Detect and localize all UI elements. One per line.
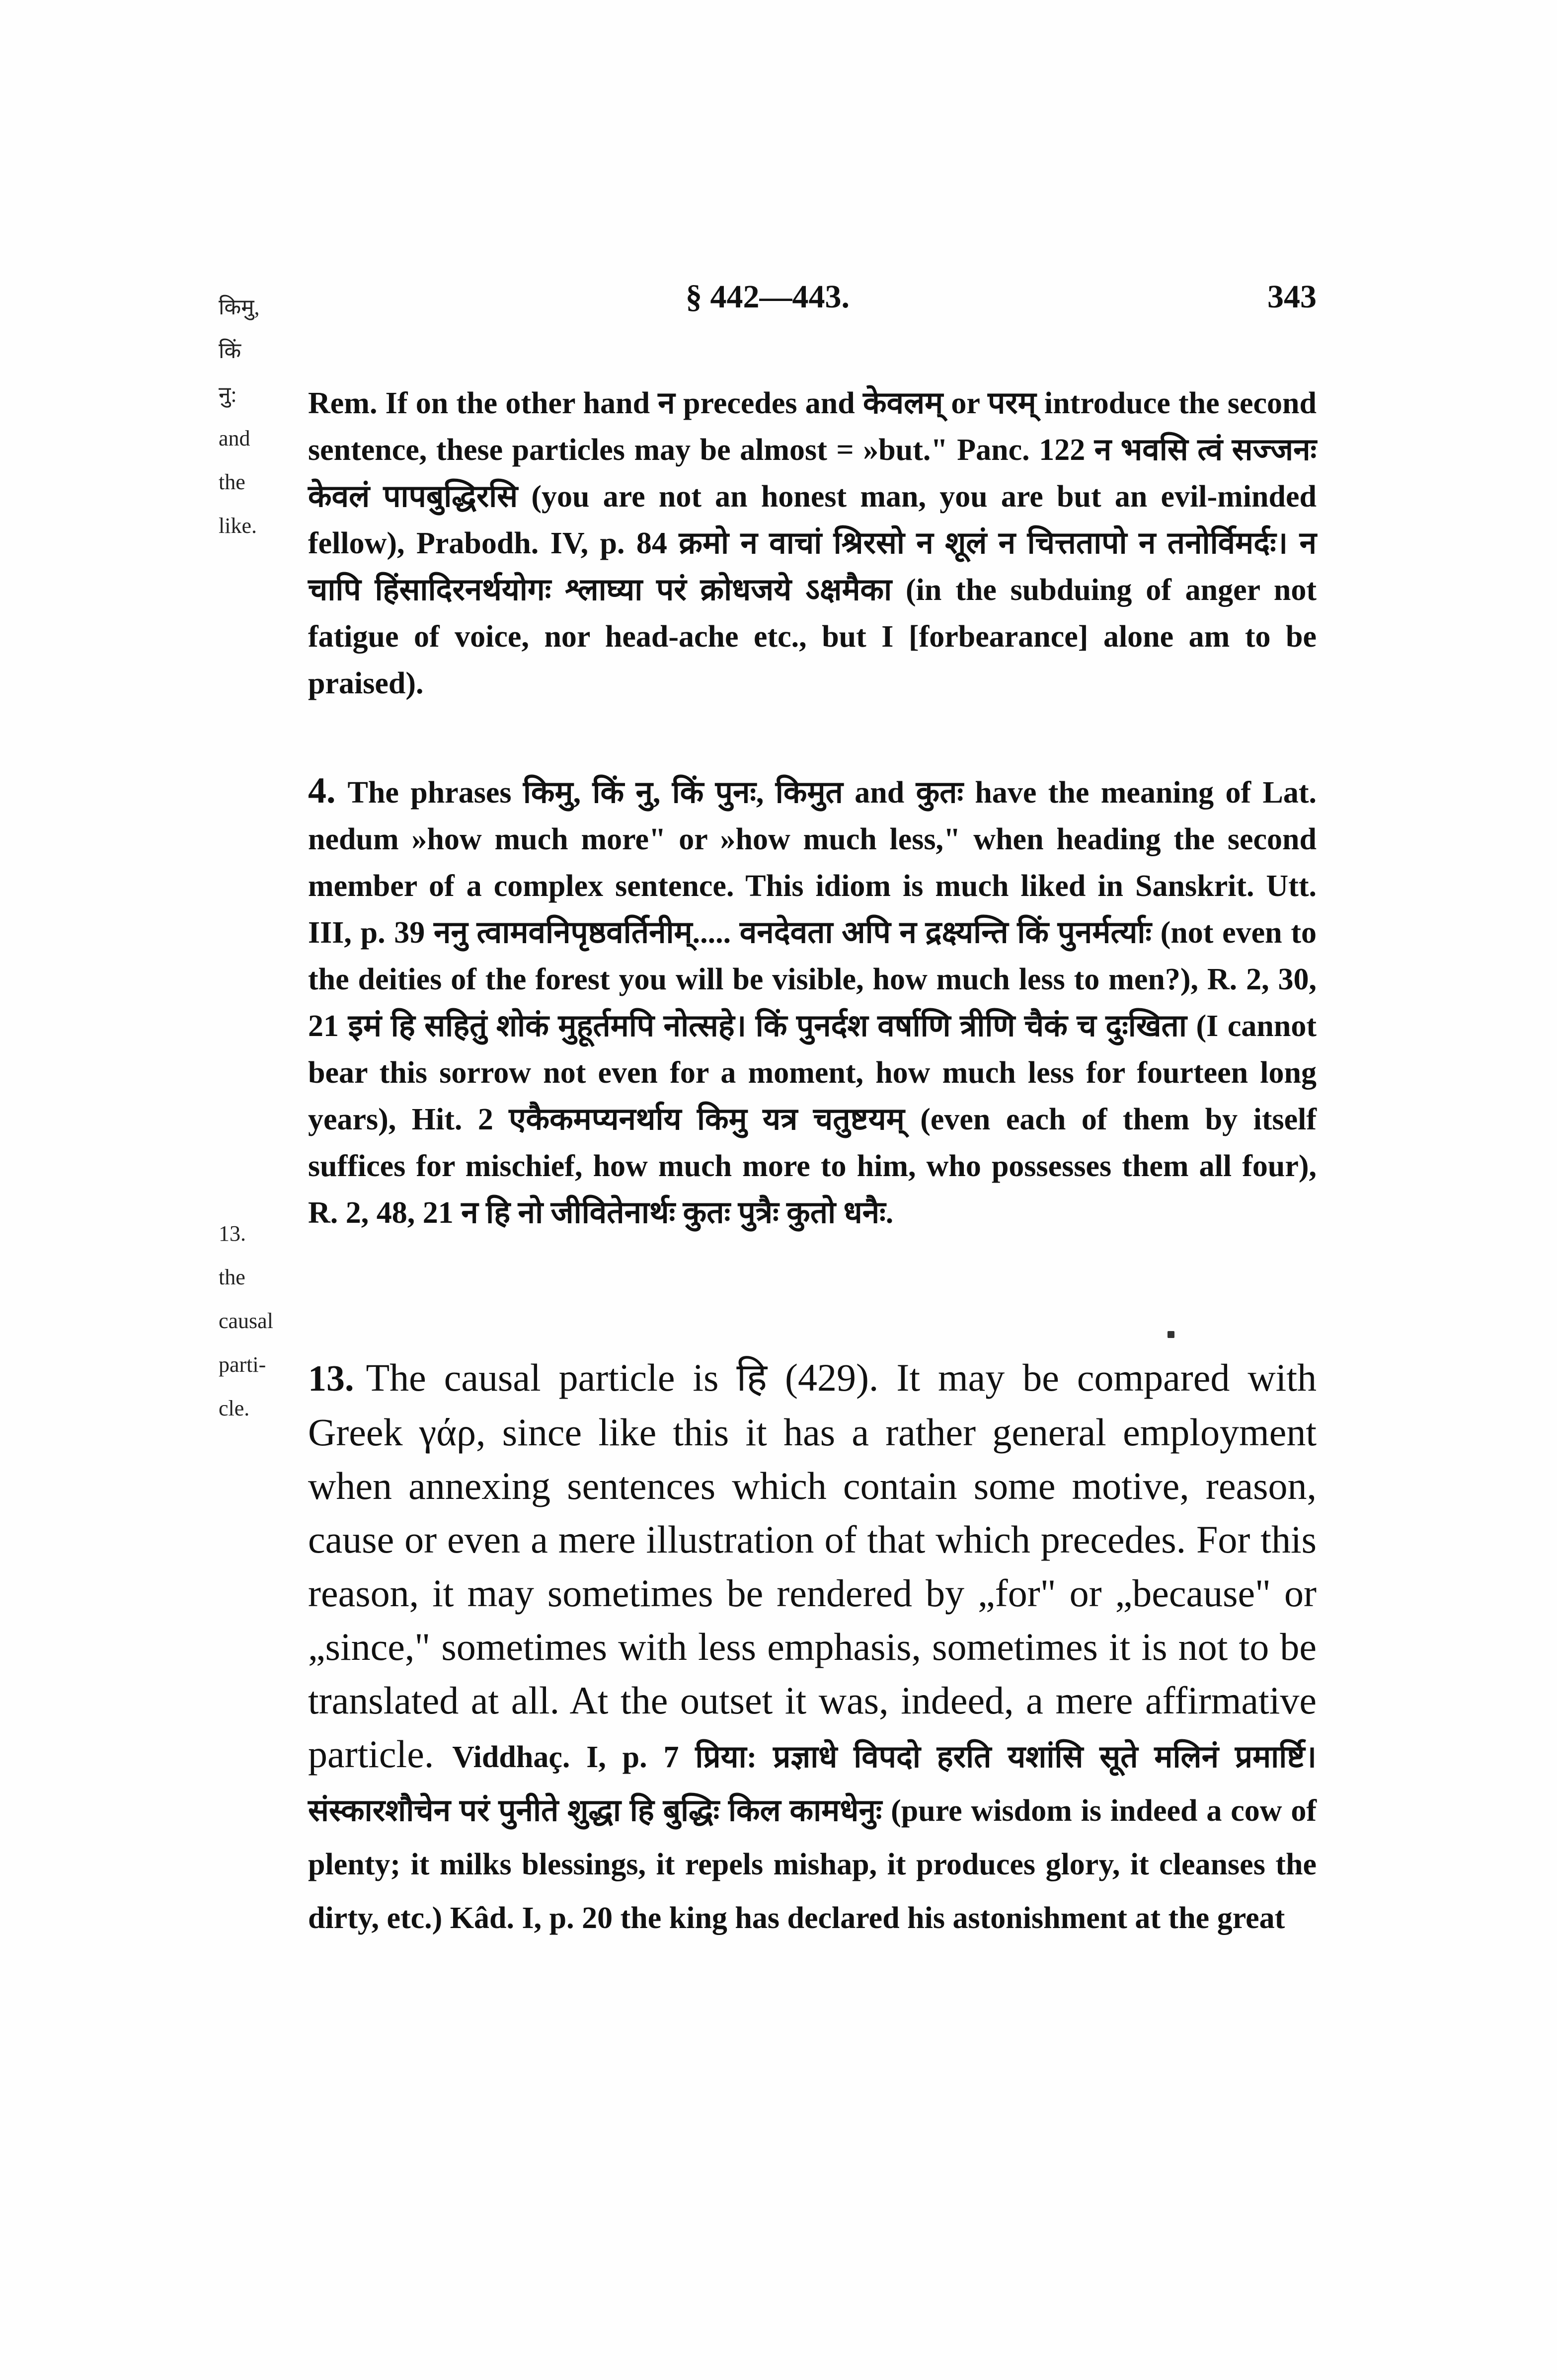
separator-mark xyxy=(1168,1331,1174,1338)
remark-text: Rem. If on the other hand न precedes and केवलम् or परम् introduce the second sentence, these particles may be almost = »but." Panc. 122 न भवसि त्वं सज्जनः केवलं पापबुद्धिरसि (you are not an honest man, you are but an evil-minded fellow), Prabodh. IV, p. 84 क्रमो न वाचां श्रिरसो न शूलं न चित्ततापो न तनोर्विमर्दः। न चापि हिंसादिरनर्थयोगः श्लाघ्या परं क्रोधजये ऽक्षमैका (in the subduing of anger not fatigue of voice, nor head-ache etc., but I [forbearance] alone am to be praised). xyxy=(308,386,1317,700)
paragraph-4-text: The phrases किमु, किं नु, किं पुनः, किमुत and कुतः have the meaning of Lat. nedum »how much more" or »how much less," when heading the second member of a complex sentence. This idiom is much liked in Sanskrit. Utt. III, p. 39 ननु त्वामवनिपृष्ठवर्तिनीम्..... वनदेवता अपि न द्रक्ष्यन्ति किं पुनर्मर्त्याः (not even to the deities of the forest you will be visible, how much less to men?), R. 2, 30, 21 इमं हि सहितुं शोकं मुहूर्तमपि नोत्सहे। किं पुनर्दश वर्षाणि त्रीणि चैकं च दुःखिता (I cannot bear this sorrow not even for a moment, how much less for fourteen long years), Hit. 2 एकैकमप्यनर्थाय किमु यत्र चतुष्टयम् (even each of them by itself suffices for mischief, how much more to him, who possesses them all four), R. 2, 48, 21 न हि नो जीवितेनार्थः कुतः पुत्रैः कुतो धनैः. xyxy=(308,776,1317,1230)
page-number: 343 xyxy=(1267,279,1317,315)
paragraph-4-label: 4. xyxy=(308,770,336,811)
paragraph-13-example: Viddhaç. I, p. 7 प्रिया: प्रज्ञाधे विपदो हरति यशांसि सूते मलिनं प्रमार्ष्टि। संस्कारशौचेन परं पुनीते शुद्धा हि बुद्धिः किल कामधेनुः (pure wisdom is indeed a cow of plenty; it milks blessings, it repels mishap, it produces glory, it cleanses the dirty, etc.) Kâd. I, p. 20 the king has declared his astonishment at the great xyxy=(308,1740,1317,1935)
remark-paragraph xyxy=(308,380,1317,707)
paragraph-13 xyxy=(308,1351,1317,1942)
margin-note-phrases: किमु, किं नु: and the like. xyxy=(219,295,260,538)
page-header xyxy=(686,278,1317,338)
section-reference: § 442—443. xyxy=(686,279,850,315)
paragraph-13-text: The causal particle is हि (429). It may be compared with Greek γάρ, since like this it has a rather general employment when annexing sentences which contain some motive, reason, cause or even a mere illustration of that which precedes. For this reason, it may sometimes be rendered by „for" or „because" or „since," sometimes with less emphasis, sometimes it is not to be translated at all. At the outset it was, indeed, a mere affirmative particle. xyxy=(308,1356,1317,1776)
margin-note-causal-particle: 13. the causal parti- cle. xyxy=(219,1221,273,1420)
paragraph-13-label: 13. xyxy=(308,1358,354,1399)
paragraph-4 xyxy=(308,767,1317,1236)
